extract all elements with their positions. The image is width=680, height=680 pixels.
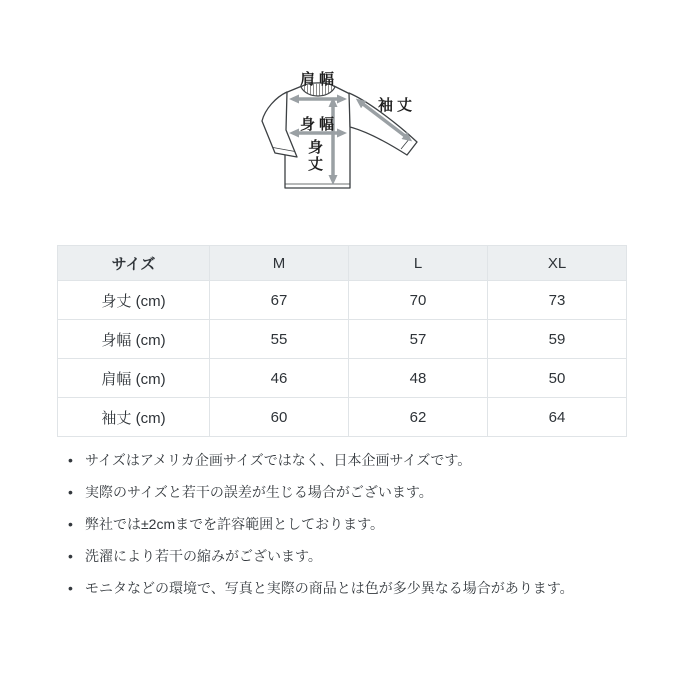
table-row-sleeve-length <box>58 398 627 437</box>
note-item: • モニタなどの環境で、写真と実際の商品とは色が多少異なる場合があります。 <box>57 580 637 596</box>
header-m: M <box>210 246 349 281</box>
note-item: • 実際のサイズと若干の誤差が生じる場合がございます。 <box>57 484 637 500</box>
note-item: • 弊社では±2cmまでを許容範囲としております。 <box>57 516 637 532</box>
table-row-shoulder-width <box>58 359 627 398</box>
table-row-body-width <box>58 320 627 359</box>
cell-value: 59 <box>488 320 627 359</box>
sleeve-length-label: 袖丈 <box>377 97 416 114</box>
cell-value: 70 <box>349 281 488 320</box>
row-label: 身幅 (cm) <box>58 320 210 359</box>
note-item: • 洗濯により若干の縮みがございます。 <box>57 548 637 564</box>
notes-list <box>57 452 637 612</box>
row-label: 袖丈 (cm) <box>58 398 210 437</box>
body-length-label: 身丈 <box>307 139 323 173</box>
cell-value: 48 <box>349 359 488 398</box>
shirt-measurement-diagram <box>245 60 435 205</box>
cell-value: 67 <box>210 281 349 320</box>
header-xl: XL <box>488 246 627 281</box>
cell-value: 73 <box>488 281 627 320</box>
header-size: サイズ <box>58 246 210 281</box>
cell-value: 57 <box>349 320 488 359</box>
cell-value: 50 <box>488 359 627 398</box>
cell-value: 62 <box>349 398 488 437</box>
row-label: 身丈 (cm) <box>58 281 210 320</box>
size-table-header-row <box>58 246 627 281</box>
size-table <box>57 245 627 437</box>
cell-value: 55 <box>210 320 349 359</box>
cell-value: 60 <box>210 398 349 437</box>
cell-value: 64 <box>488 398 627 437</box>
cell-value: 46 <box>210 359 349 398</box>
body-width-label: 身幅 <box>299 116 338 133</box>
shoulder-width-label: 肩幅 <box>299 71 338 88</box>
note-item: • サイズはアメリカ企画サイズではなく、日本企画サイズです。 <box>57 452 637 468</box>
row-label: 肩幅 (cm) <box>58 359 210 398</box>
header-l: L <box>349 246 488 281</box>
table-row-body-length <box>58 281 627 320</box>
